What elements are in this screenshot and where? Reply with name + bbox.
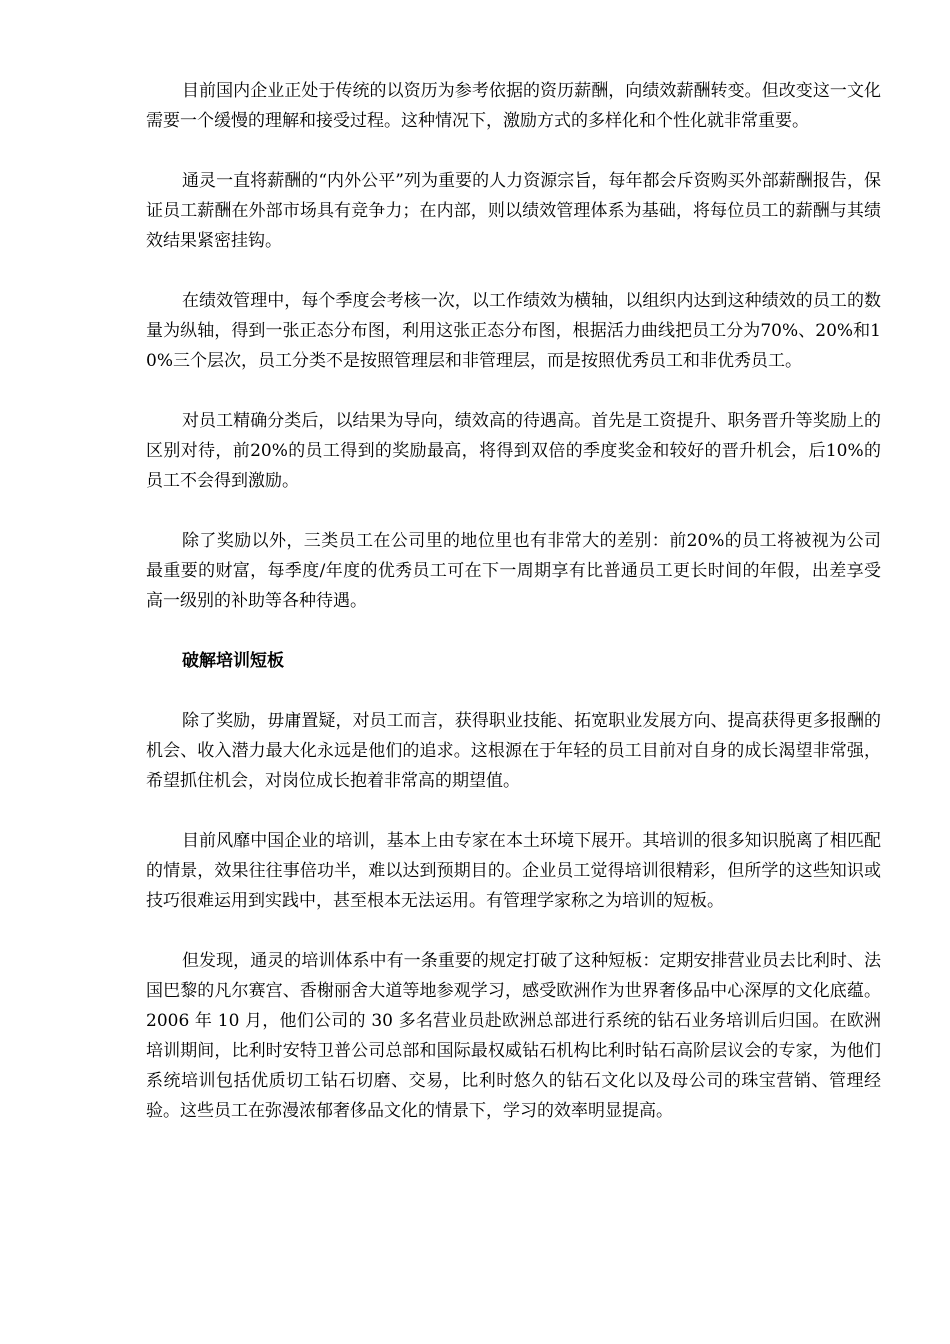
paragraph-internal-external-fairness: 通灵一直将薪酬的“内外公平”列为重要的人力资源宗旨，每年都会斥资购买外部薪酬报告，保证员工薪酬在外部市场具有竞争力；在内部，则以绩效管理体系为基础，将每位员工的薪酬与其绩效结果紧密挂钩。: [146, 171, 881, 251]
paragraph-salary-transition: 目前国内企业正处于传统的以资历为参考依据的资历薪酬，向绩效薪酬转变。但改变这一文化需要一个缓慢的理解和接受过程。这种情况下，激励方式的多样化和个性化就非常重要。: [146, 81, 881, 131]
paragraph-employee-status: 除了奖励以外，三类员工在公司里的地位里也有非常大的差别：前20%的员工将被视为公司最重要的财富，每季度/年度的优秀员工可在下一周期享有比普通员工更长时间的年假，出差享受高一级别的补助等各种待遇。: [146, 531, 881, 611]
section-heading: 破解培训短板: [182, 651, 284, 671]
paragraph-employee-classification: 对员工精确分类后，以结果为导向，绩效高的待遇高。首先是工资提升、职务晋升等奖励上的区别对待，前20%的员工得到的奖励最高，将得到双倍的季度奖金和较好的晋升机会，后10%的员工不会得到激励。: [146, 411, 881, 491]
paragraph-career-growth: 除了奖励，毋庸置疑，对员工而言，获得职业技能、拓宽职业发展方向、提高获得更多报酬的机会、收入潜力最大化永远是他们的追求。这根源在于年轻的员工目前对自身的成长渴望非常强，希望抓住机会，对岗位成长抱着非常高的期望值。: [146, 711, 881, 791]
paragraph-performance-management: 在绩效管理中，每个季度会考核一次，以工作绩效为横轴，以组织内达到这种绩效的员工的数量为纵轴，得到一张正态分布图，利用这张正态分布图，根据活力曲线把员工分为70%、20%和10%三个层次，员工分类不是按照管理层和非管理层，而是按照优秀员工和非优秀员工。: [146, 291, 881, 371]
document-body: [146, 76, 881, 1156]
paragraph-training-shortcoming: 目前风靡中国企业的培训，基本上由专家在本土环境下展开。其培训的很多知识脱离了相匹配的情景，效果往往事倍功半，难以达到预期目的。企业员工觉得培训很精彩，但所学的这些知识或技巧很难运用到实践中，甚至根本无法运用。有管理学家称之为培训的短板。: [146, 831, 881, 911]
paragraph-europe-training: 但发现，通灵的培训体系中有一条重要的规定打破了这种短板：定期安排营业员去比利时、法国巴黎的凡尔赛宫、香榭丽舍大道等地参观学习，感受欧洲作为世界奢侈品中心深厚的文化底蕴。2006 年 10 月，他们公司的 30 多名营业员赴欧洲总部进行系统的钻石业务培训后归国。在欧洲培训期间，比利时安特卫普公司总部和国际最权威钻石机构比利时钻石高阶层议会的专家，为他们系统培训包括优质切工钻石切磨、交易，比利时悠久的钻石文化以及母公司的珠宝营销、管理经验。这些员工在弥漫浓郁奢侈品文化的情景下，学习的效率明显提高。: [146, 951, 881, 1121]
